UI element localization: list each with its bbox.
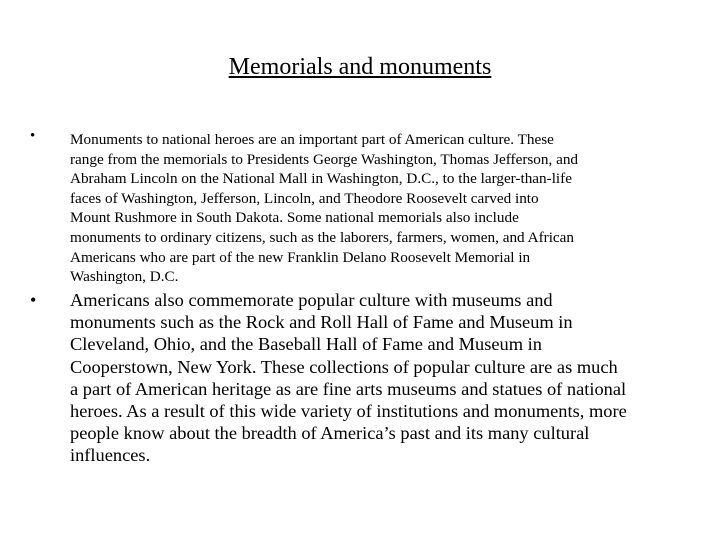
text-line: range from the memorials to Presidents George Washington, Thomas Jefferson, and (70, 150, 579, 168)
text-line: Cleveland, Ohio, and the Baseball Hall of Fame and Museum in (70, 334, 542, 355)
bullet-paragraph-monuments (70, 130, 578, 287)
text-line: heroes. As a result of this wide variety of institutions and monuments, more (70, 401, 627, 422)
bullet-marker: • (30, 290, 37, 310)
text-line: influences. (70, 445, 151, 466)
text-line: Americans who are part of the new Franklin Delano Roosevelt Memorial in (70, 248, 531, 266)
text-line: Mount Rushmore in South Dakota. Some national memorials also include (70, 209, 519, 227)
text-line: monuments such as the Rock and Roll Hall of Fame and Museum in (70, 312, 573, 333)
text-line: faces of Washington, Jefferson, Lincoln, and Theodore Roosevelt carved into (70, 189, 539, 207)
bullet-paragraph-popular-culture (70, 289, 627, 467)
text-line: Abraham Lincoln on the National Mall in Washington, D.C., to the larger-than-life (70, 170, 572, 188)
text-line: people know about the breadth of America’s past and its many cultural (70, 423, 590, 444)
text-line: Cooperstown, New York. These collections of popular culture are as much (70, 356, 618, 377)
text-line: Americans also commemorate popular culture with museums and (70, 290, 553, 310)
text-line: monuments to ordinary citizens, such as the laborers, farmers, women, and African (70, 228, 574, 246)
text-line: Monuments to national heroes are an important part of American culture. These (70, 131, 554, 148)
text-line: a part of American heritage as are fine arts museums and statues of national (70, 378, 627, 399)
text-line: Washington, D.C. (70, 268, 179, 286)
bullet-marker: • (30, 128, 36, 144)
slide-title: Memorials and monuments (228, 54, 492, 80)
